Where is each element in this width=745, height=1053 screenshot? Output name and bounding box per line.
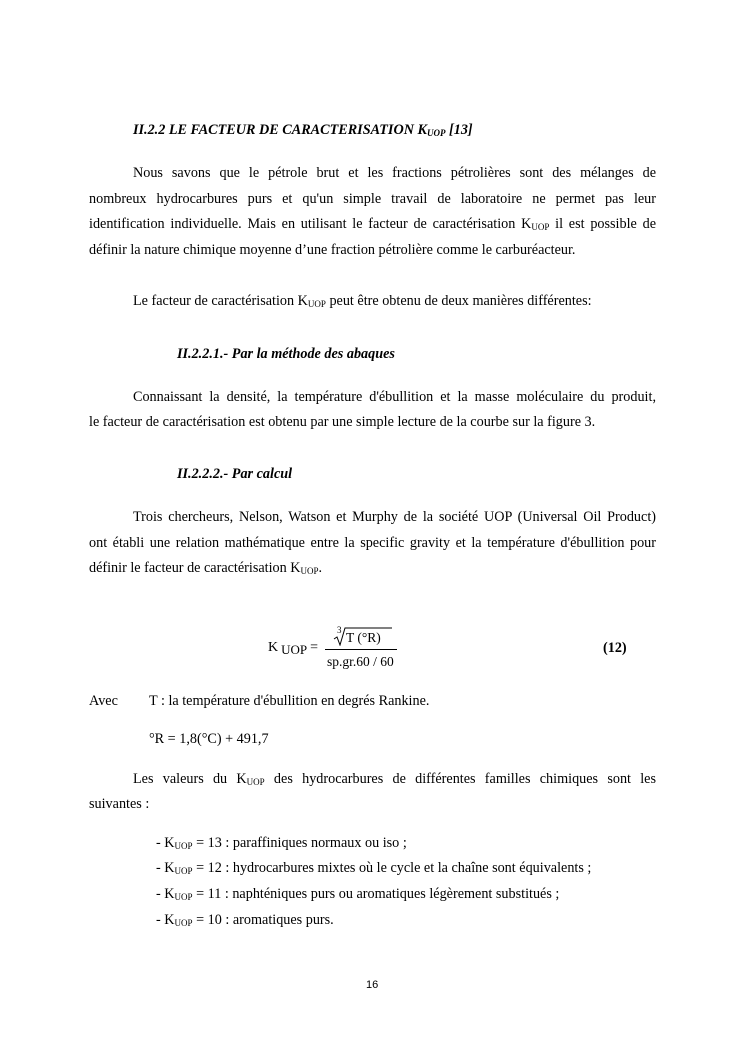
subsection-title-abaques: II.2.2.1.- Par la méthode des abaques — [177, 346, 395, 362]
list-item-text: = 13 : paraffiniques normaux ou iso ; — [192, 835, 407, 851]
page-number: 16 — [366, 979, 379, 991]
para4-line1: Trois chercheurs, Nelson, Watson et Murphy de la société UOP (Universal Oil Product) — [133, 509, 656, 525]
avec-text: T : la température d'ébullition en degrés Rankine. — [149, 693, 430, 709]
list-item-text: = 12 : hydrocarbures mixtes où le cycle et la chaîne sont équivalents ; — [192, 860, 592, 876]
list-item-sub: UOP — [174, 892, 193, 902]
list-item-sub: UOP — [174, 866, 193, 876]
para5-line1-b: des hydrocarbures de différentes familles chimiques sont les — [264, 771, 656, 787]
para4-line3-b: . — [318, 560, 323, 576]
section-title-ref: [13] — [445, 122, 473, 138]
para5-line1-a: Les valeurs du K — [133, 771, 247, 787]
para1-line3-sub: UOP — [531, 222, 550, 232]
list-item — [156, 911, 334, 932]
para2 — [133, 292, 592, 313]
list-item — [156, 834, 407, 855]
para2-b: peut être obtenu de deux manières différentes: — [325, 293, 592, 309]
para1-line1: Nous savons que le pétrole brut et les fractions pétrolières sont des mélanges de — [133, 165, 656, 181]
avec-label: Avec — [89, 693, 118, 709]
rankine-formula: °R = 1,8(°C) + 491,7 — [149, 731, 269, 747]
equation-k: K — [268, 640, 279, 655]
section-title — [133, 121, 473, 142]
para4-line3-sub: UOP — [300, 566, 319, 576]
equation-denominator: sp.gr.60 / 60 — [327, 654, 394, 669]
equation-number: (12) — [603, 640, 627, 656]
section-title-main: II.2.2 LE FACTEUR DE CARACTERISATION K — [133, 122, 427, 138]
list-item-prefix: - K — [156, 835, 175, 851]
section-title-subscript: UOP — [426, 128, 446, 138]
list-item-sub: UOP — [174, 841, 193, 851]
list-item-prefix: - K — [156, 886, 175, 902]
list-item-text: = 11 : naphténiques purs ou aromatiques légèrement substitués ; — [192, 886, 560, 902]
list-item-sub: UOP — [174, 918, 193, 928]
para1-line2: nombreux hydrocarbures purs et qu'un simple travail de laboratoire ne permet pas leur — [89, 191, 656, 207]
para2-a: Le facteur de caractérisation K — [133, 293, 308, 309]
para5-line1 — [133, 770, 656, 791]
para2-sub: UOP — [307, 299, 326, 309]
para1-line3-b: il est possible de — [549, 216, 656, 232]
para4-line3 — [89, 559, 322, 580]
equation-numerator: T (°R) — [346, 630, 381, 645]
equation-k-sub: UOP — [281, 642, 308, 657]
para4-line3-a: définir le facteur de caractérisation K — [89, 560, 301, 576]
para1-line4: définir la nature chimique moyenne d’une fraction pétrolière comme le carburéacteur. — [89, 242, 576, 258]
root-index: 3 — [337, 625, 342, 635]
para4-line2: ont établi une relation mathématique entre la specific gravity et la température d'ébullition pour — [89, 535, 656, 551]
list-item-prefix: - K — [156, 912, 175, 928]
para3-line1: Connaissant la densité, la température d'ébullition et la masse moléculaire du produit, — [133, 389, 656, 405]
list-item-prefix: - K — [156, 860, 175, 876]
para3-line2: le facteur de caractérisation est obtenu par une simple lecture de la courbe sur la figure 3. — [89, 414, 596, 430]
para5-line1-sub: UOP — [246, 777, 265, 787]
equation-lhs — [268, 639, 318, 659]
fraction-bar — [325, 649, 397, 650]
para1-line3-a: identification individuelle. Mais en utilisant le facteur de caractérisation K — [89, 216, 532, 232]
equation-equals: = — [310, 640, 319, 655]
list-item — [156, 885, 559, 906]
subsection-title-calcul: II.2.2.2.- Par calcul — [177, 466, 293, 482]
para5-line2: suivantes : — [89, 796, 150, 812]
list-item-text: = 10 : aromatiques purs. — [192, 912, 334, 928]
list-item — [156, 859, 591, 880]
para1-line3 — [89, 215, 656, 236]
